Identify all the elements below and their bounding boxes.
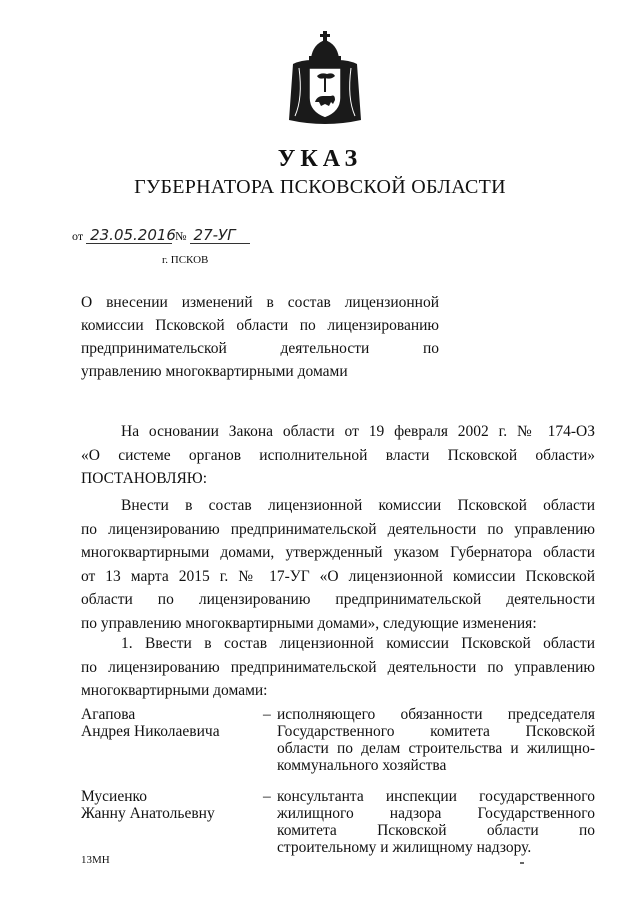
number-prefix: № xyxy=(175,229,187,243)
item-1-paragraph xyxy=(81,632,595,703)
preamble-paragraph xyxy=(81,420,595,491)
member-given-name: Андрея Николаевича xyxy=(81,723,220,740)
members-list xyxy=(81,706,595,870)
position-line: консультанта инспекции государственного xyxy=(277,788,595,805)
handwritten-number: 27-УГ xyxy=(190,227,250,244)
intro-line: по управлению многоквартирными домами», следующие изменения: xyxy=(81,614,537,632)
member-surname: Мусиенко xyxy=(81,788,147,805)
city-label: г. ПСКОВ xyxy=(162,254,209,266)
intro-line: области по лицензированию предпринимательской деятельности xyxy=(81,591,595,608)
preamble-line: На основании Закона области от 19 февраля 2002 г. № 174-ОЗ xyxy=(121,423,595,440)
intro-line: по лицензированию предпринимательской деятельности по управлению xyxy=(81,520,595,538)
handwritten-date: 23.05.2016 xyxy=(86,227,172,244)
intro-line: от 13 марта 2015 г. № 17-УГ «О лицензионной комиссии Псковской xyxy=(81,567,595,585)
subject-line: предпринимательской деятельности по xyxy=(81,340,439,357)
subject-block xyxy=(81,291,439,383)
coat-of-arms-icon xyxy=(285,28,365,128)
member-position xyxy=(277,706,595,774)
subject-line: О внесении изменений в состав лицензионной xyxy=(81,294,439,311)
document-subtitle: ГУБЕРНАТОРА ПСКОВСКОЙ ОБЛАСТИ xyxy=(134,176,506,198)
scan-mark xyxy=(520,862,524,864)
member-entry xyxy=(81,706,595,774)
subject-line: управлению многоквартирными домами xyxy=(81,363,348,380)
dateline xyxy=(72,227,250,244)
position-line: коммунального хозяйства xyxy=(277,757,447,774)
position-line: комитета Псковской области по xyxy=(277,822,595,839)
date-prefix: от xyxy=(72,229,84,243)
member-surname: Агапова xyxy=(81,706,136,723)
item-1-line: по лицензированию предпринимательской деятельности по управлению xyxy=(81,658,595,676)
member-position xyxy=(277,788,595,856)
member-entry xyxy=(81,788,595,856)
footer-code: 13МН xyxy=(81,854,110,866)
member-name xyxy=(81,706,263,774)
position-line: исполняющего обязанности председателя xyxy=(277,706,595,723)
member-name xyxy=(81,788,263,856)
preamble-line: ПОСТАНОВЛЯЮ: xyxy=(81,470,208,487)
item-1-line: многоквартирными домами: xyxy=(81,682,268,699)
document-title: УКАЗ xyxy=(277,146,363,172)
position-line: жилищного надзора Государственного xyxy=(277,805,595,822)
subject-line: комиссии Псковской области по лицензированию xyxy=(81,317,439,334)
preamble-line: «О системе органов исполнительной власти Псковской области» xyxy=(81,446,595,464)
member-given-name: Жанну Анатольевну xyxy=(81,805,215,822)
member-dash: – xyxy=(263,788,271,805)
intro-line: многоквартирными домами, утвержденный указом Губернатора области xyxy=(81,544,595,561)
position-line: области по делам строительства и жилищно- xyxy=(277,740,595,757)
intro-paragraph xyxy=(81,494,595,635)
item-1-line: 1. Ввести в состав лицензионной комиссии Псковской области xyxy=(121,635,595,652)
member-dash: – xyxy=(263,706,271,723)
position-line: строительному и жилищному надзору. xyxy=(277,839,532,856)
position-line: Государственного комитета Псковской xyxy=(277,723,595,740)
intro-line: Внести в состав лицензионной комиссии Псковской области xyxy=(121,497,595,514)
